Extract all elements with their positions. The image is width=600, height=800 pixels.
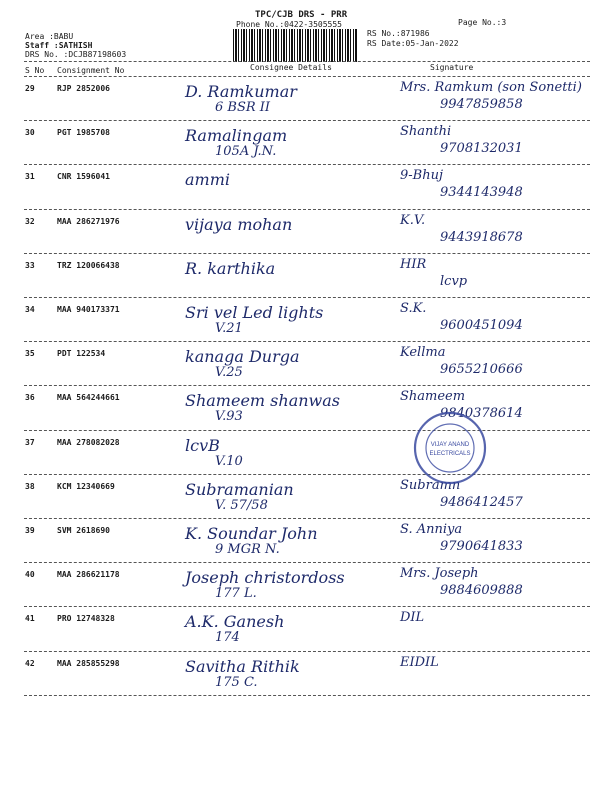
col-signature: Signature [430, 63, 474, 72]
row-signature-phone: 9443918678 [440, 229, 523, 245]
row-signature-phone: 9486412457 [440, 494, 523, 510]
row-consignee-name: lcvB [185, 435, 220, 455]
row-signature-phone: 9884609888 [440, 583, 523, 599]
row-consignment: MAA 285855298 [57, 658, 120, 668]
row-signature: Mrs. Joseph [400, 566, 479, 582]
row-consignment: MAA 286621178 [57, 570, 120, 580]
row-sno: 39 [25, 526, 35, 535]
header-bottom-rule [24, 76, 590, 77]
row-consignment: MAA 278082028 [57, 437, 120, 447]
document-title: TPC/CJB DRS - PRR [255, 10, 348, 20]
row-sno: 38 [25, 481, 35, 491]
row-consignment: MAA 564244661 [57, 393, 120, 403]
row-consignment: MAA 286271976 [57, 216, 120, 226]
row-consignment: MAA 940173371 [57, 305, 120, 314]
row-signature-phone: 9947859858 [440, 97, 523, 112]
page-number: Page No.:3 [458, 18, 507, 27]
row-signature-phone: 9600451094 [440, 318, 523, 333]
row-consignee-name: Savitha Rithik [185, 656, 300, 676]
stamp-line1: VIJAY ANAND [430, 442, 470, 448]
row-sno: 42 [25, 658, 35, 668]
row-signature-phone: 9840378614 [440, 406, 523, 422]
area-label: Area :BABU [25, 32, 74, 41]
header-top-rule [24, 61, 590, 62]
row-signature: Subramn [400, 477, 461, 493]
row-divider [24, 606, 590, 607]
row-divider [24, 164, 590, 165]
row-consignment: CNR 1596041 [57, 172, 110, 182]
row-consignee-name: Ramalingam [185, 126, 288, 146]
col-consignment: Consignment No [57, 66, 125, 75]
rs-number: RS No.:871986 [367, 29, 430, 38]
row-sno: 33 [25, 260, 35, 270]
row-sno: 40 [25, 570, 35, 580]
row-signature: S.K. [400, 301, 427, 316]
stamp-line2: ELECTRICALS [429, 451, 471, 457]
row-sno: 35 [25, 349, 35, 359]
row-signature: Mrs. Ramkum (son Sonetti) [400, 80, 582, 95]
row-consignee-name: Shameem shanwas [185, 391, 340, 411]
row-signature: Kellma [400, 345, 446, 361]
row-consignee-address: V.21 [215, 321, 243, 336]
row-consignee-address: 105A J.N. [215, 144, 277, 160]
row-consignee-name: A.K. Ganesh [185, 612, 285, 632]
row-divider [24, 341, 590, 342]
row-divider [24, 209, 590, 210]
col-consignee: Consignee Details [250, 63, 332, 72]
row-signature: Shanthi [400, 124, 452, 140]
row-signature: Shameem [400, 389, 466, 405]
row-consignee-name: K. Soundar John [185, 524, 318, 543]
row-divider [24, 385, 590, 386]
row-sno: 41 [25, 614, 35, 624]
phone-number: Phone No.:0422-3505555 [236, 20, 342, 29]
row-consignment: PDT 122534 [57, 349, 106, 359]
row-signature: S. Anniya [400, 522, 463, 537]
row-sno: 30 [25, 128, 35, 138]
row-consignee-address: 177 L. [215, 586, 257, 602]
row-signature-phone: 9655210666 [440, 362, 523, 378]
drs-number: DRS No. :DCJB87198603 [25, 50, 127, 59]
row-sno: 36 [25, 393, 35, 403]
row-sno: 29 [25, 84, 35, 93]
row-signature-phone: 9708132031 [440, 141, 523, 157]
staff-label: Staff :SATHISH [25, 41, 93, 50]
row-signature: K.V. [400, 212, 426, 228]
row-consignment: PGT 1985708 [57, 128, 110, 138]
row-consignment: TRZ 120066438 [57, 260, 120, 270]
row-divider [24, 430, 590, 431]
row-signature: EIDIL [400, 654, 439, 670]
row-consignee-address: 175 C. [215, 674, 258, 690]
row-consignee-name: ammi [185, 170, 230, 190]
row-consignment: PRO 12748328 [57, 614, 115, 624]
row-consignee-address: V.10 [215, 453, 243, 469]
row-consignee-name: D. Ramkumar [185, 82, 297, 101]
row-consignee-address: 6 BSR II [215, 100, 271, 115]
row-consignment: KCM 12340669 [57, 481, 115, 491]
row-consignee-name: vijaya mohan [185, 214, 293, 234]
row-divider [24, 518, 590, 519]
row-signature: DIL [400, 610, 425, 626]
row-consignee-address: 174 [215, 630, 240, 646]
row-consignee-name: kanaga Durga [185, 347, 300, 367]
row-divider [24, 562, 590, 563]
row-consignee-address: 9 MGR N. [215, 542, 280, 557]
row-divider [24, 253, 590, 254]
row-sno: 31 [25, 172, 35, 182]
row-consignee-name: Subramanian [185, 479, 294, 499]
row-consignee-address: V.25 [215, 365, 243, 381]
row-divider [24, 297, 590, 298]
row-signature: 9-Bhuj [400, 168, 443, 184]
row-consignee-address: V. 57/58 [215, 497, 268, 513]
row-signature: HIR [400, 256, 427, 272]
row-sno: 37 [25, 437, 35, 447]
row-sno: 34 [25, 305, 35, 314]
row-consignee-name: R. karthika [185, 258, 276, 278]
row-consignee-name: Sri vel Led lights [185, 303, 324, 322]
row-divider [24, 474, 590, 475]
row-signature-phone: 9790641833 [440, 539, 523, 554]
row-consignment: SVM 2618690 [57, 526, 110, 535]
row-signature-phone: 9344143948 [440, 185, 523, 201]
row-divider [24, 120, 590, 121]
row-consignee-address: V.93 [215, 409, 243, 425]
row-consignee-name: Joseph christordoss [185, 568, 345, 588]
row-signature-phone: lcvp [440, 273, 468, 289]
row-divider [24, 651, 590, 652]
rs-date: RS Date:05-Jan-2022 [367, 39, 459, 48]
row-consignment: RJP 2852006 [57, 84, 110, 93]
row-sno: 32 [25, 216, 35, 226]
barcode [233, 29, 358, 62]
company-stamp [412, 410, 488, 486]
col-sno: S No [25, 66, 45, 75]
row-divider [24, 695, 590, 696]
